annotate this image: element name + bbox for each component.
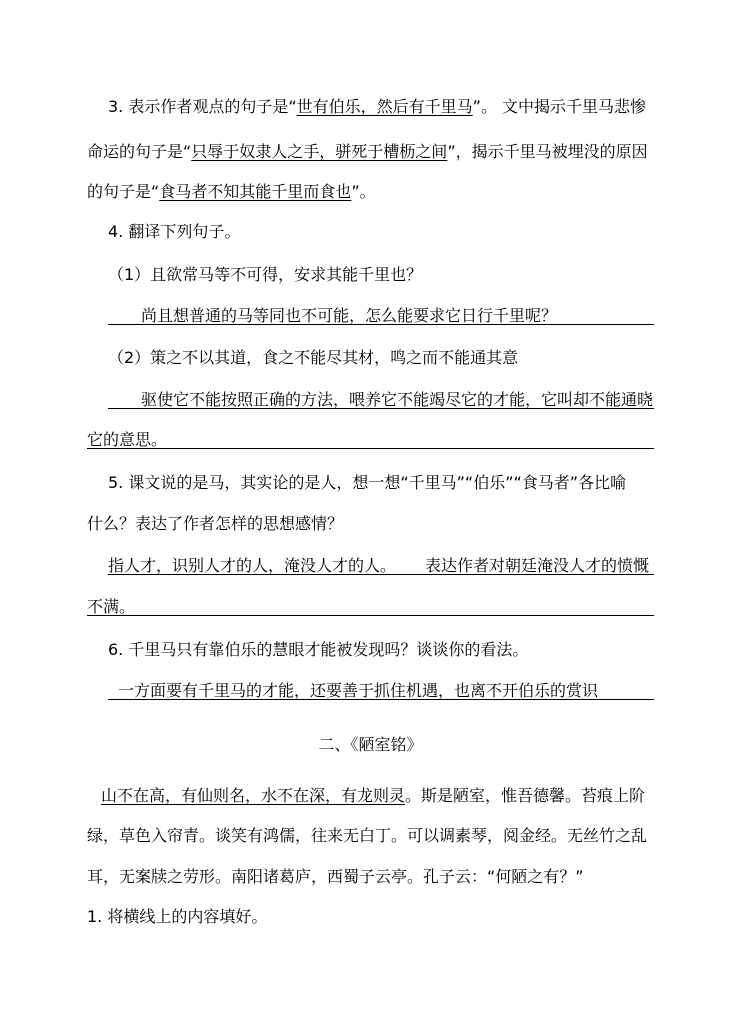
- q3-line-1: 3. 表示作者观点的句子是“世有伯乐，然后有千里马”。 文中揭示千里马悲惨: [108, 97, 647, 116]
- q4-answer-2-line-2: 它的意思。: [87, 430, 168, 449]
- q4-answer-2-line-1: 驱使它不能按照正确的方法，喂养它不能竭尽它的才能，它叫却不能通晓: [141, 390, 654, 409]
- section2-question-1: 1. 将横线上的内容填好。: [87, 907, 268, 926]
- cause-sentence: 食马者不知其能千里而食也: [159, 182, 352, 201]
- passage-line-1: 山不在高，有仙则名，水不在深，有龙则灵。斯是陋室，惟吾德馨。苔痕上阶: [101, 786, 646, 805]
- fate-sentence: 只辱于奴隶人之手，骈死于槽枥之间: [191, 142, 448, 161]
- q5-answer-line-1a: 指人才，识别人才的人，淹没人才的人。: [108, 556, 397, 575]
- answer-line: [87, 615, 654, 616]
- answer-line: [87, 448, 654, 449]
- answer-line: [108, 699, 654, 700]
- q6-answer: 一方面要有千里马的才能，还要善于抓住机遇，也离不开伯乐的赏识: [118, 681, 599, 700]
- q5-line-2: 什么？表达了作者怎样的思想感情？: [87, 514, 344, 533]
- q3-line-2: 命运的句子是“只辱于奴隶人之手，骈死于槽枥之间”，揭示千里马被埋没的原因: [87, 142, 648, 161]
- q4-title: 4. 翻译下列句子。: [108, 222, 241, 241]
- q5-answer-line-1b: 表达作者对朝廷淹没人才的愤慨: [425, 556, 650, 575]
- q4-sentence-1: （1）且欲常马等不可得，安求其能千里也？: [108, 265, 423, 284]
- answer-line: [108, 324, 654, 325]
- q5-answer-line-2: 不满。: [87, 597, 136, 616]
- passage-line-3: 耳，无案牍之劳形。南阳诸葛庐，西蜀子云亭。孔子云：“何陋之有？”: [87, 867, 584, 886]
- section-heading: 二、《陋室铭》: [318, 735, 423, 754]
- q4-sentence-2: （2）策之不以其道，食之不能尽其材，鸣之而不能通其意: [108, 348, 519, 367]
- passage-underlined-phrase: 山不在高，有仙则名，水不在深，有龙则灵: [101, 786, 406, 805]
- author-view-sentence: 世有伯乐，然后有千里马: [296, 97, 473, 116]
- answer-line: [108, 574, 654, 575]
- q3-line-3: 的句子是“食马者不知其能千里而食也”。: [87, 182, 376, 201]
- answer-line: [108, 408, 654, 409]
- q5-line-1: 5. 课文说的是马，其实论的是人，想一想“千里马”“伯乐”“食马者”各比喻: [108, 473, 627, 492]
- passage-line-2: 绿，草色入帘青。谈笑有鸿儒，往来无白丁。可以调素琴，阅金经。无丝竹之乱: [87, 826, 648, 845]
- q6-line-1: 6. 千里马只有靠伯乐的慧眼才能被发现吗？谈谈你的看法。: [108, 640, 529, 659]
- q4-answer-1: 尚且想普通的马等同也不可能，怎么能要求它日行千里呢？: [141, 306, 558, 325]
